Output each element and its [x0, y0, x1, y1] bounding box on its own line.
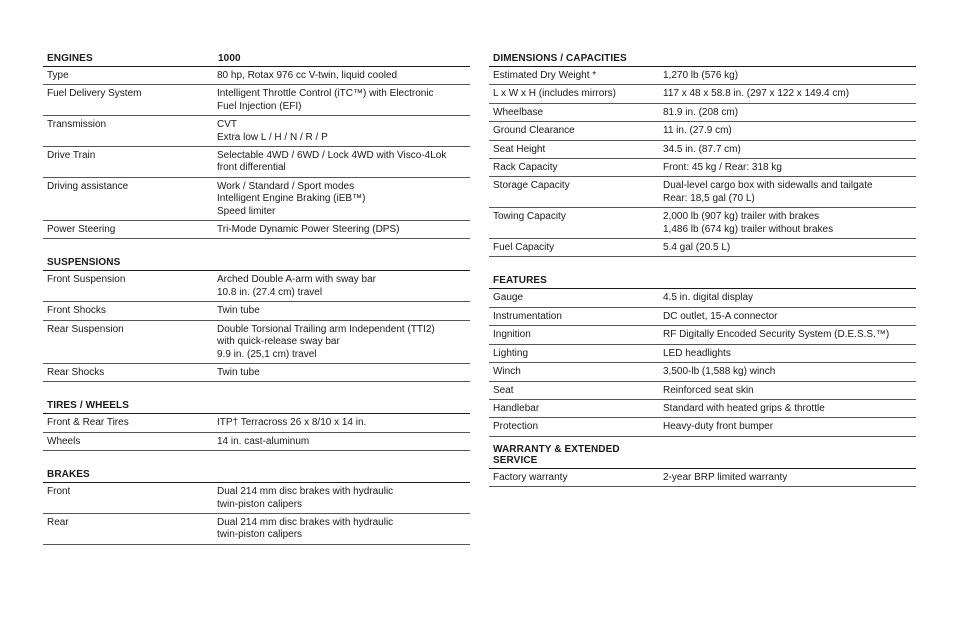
spec-value: Dual-level cargo box with sidewalls and tailgate Rear: 18,5 gal (70 L): [663, 180, 873, 204]
spec-row: [489, 122, 916, 140]
spec-label: Drive Train: [47, 150, 96, 162]
section-title: DIMENSIONS / CAPACITIES: [493, 53, 627, 64]
spec-value: Heavy-duty front bumper: [663, 421, 774, 433]
spec-value: Work / Standard / Sport modes Intelligent Engine Braking (iEB™) Speed limiter: [217, 180, 366, 217]
spec-label: Estimated Dry Weight *: [493, 70, 597, 81]
spec-label: Storage Capacity: [493, 180, 570, 192]
spec-label: Power Steering: [47, 224, 116, 236]
spec-row: [43, 483, 470, 514]
spec-label: Driving assistance: [47, 180, 129, 192]
spec-row: [489, 418, 916, 436]
spec-value: Front: 45 kg / Rear: 318 kg: [663, 162, 782, 174]
spec-value: 80 hp, Rotax 976 cc V-twin, liquid cooled: [217, 70, 398, 81]
spec-row: [43, 85, 470, 116]
spec-label: Front & Rear Tires: [47, 417, 129, 429]
spec-label: Instrumentation: [493, 310, 562, 322]
section-suspensions: [43, 251, 470, 382]
spec-value: Intelligent Throttle Control (iTC™) with Electronic Fuel Injection (EFI): [217, 88, 434, 112]
spec-value: Dual 214 mm disc brakes with hydraulic twin-piston calipers: [217, 486, 394, 510]
spec-value: Reinforced seat skin: [663, 384, 754, 396]
spec-row: [43, 433, 470, 451]
section-heading: [43, 463, 470, 483]
section-heading: [489, 269, 916, 289]
spec-label: Rear Shocks: [47, 366, 105, 378]
spec-row: [489, 345, 916, 363]
spec-value: 3,500-lb (1,588 kg) winch: [663, 366, 776, 378]
spec-label: Factory warranty: [493, 471, 568, 483]
spec-label: Gauge: [493, 292, 524, 304]
section-gap: [43, 382, 470, 394]
spec-row: [43, 221, 470, 239]
spec-row: [43, 514, 470, 545]
spec-row: [489, 208, 916, 239]
spec-row: [489, 67, 916, 85]
section-warranty-extended-service: [489, 443, 916, 487]
section-dimensions-capacities: [489, 47, 916, 257]
spec-value: 2-year BRP limited warranty: [663, 471, 788, 483]
section-features: [489, 269, 916, 436]
section-title: WARRANTY & EXTENDED SERVICE: [493, 443, 620, 466]
spec-label: Towing Capacity: [493, 211, 566, 223]
section-heading: [43, 394, 470, 414]
spec-label: Front Suspension: [47, 274, 126, 286]
right-spec-column: [489, 47, 916, 487]
section-title: FEATURES: [493, 275, 547, 287]
spec-value: 81.9 in. (208 cm): [663, 106, 739, 118]
spec-row: [43, 364, 470, 382]
spec-label: Rear Suspension: [47, 323, 124, 335]
spec-value: Twin tube: [217, 366, 260, 378]
spec-row: [43, 321, 470, 364]
spec-label: Ingnition: [493, 329, 531, 341]
spec-label: Protection: [493, 421, 539, 433]
spec-row: [43, 178, 470, 221]
section-gap: [43, 239, 470, 251]
section-gap: [43, 451, 470, 463]
spec-label: Rack Capacity: [493, 162, 558, 174]
section-model-label: 1000: [218, 53, 241, 64]
spec-row: [43, 414, 470, 432]
spec-row: [489, 326, 916, 344]
spec-value: 117 x 48 x 58.8 in. (297 x 122 x 149.4 cm): [663, 88, 850, 100]
spec-row: [489, 363, 916, 381]
section-heading: [489, 443, 916, 469]
spec-label: Handlebar: [493, 402, 540, 414]
spec-row: [489, 469, 916, 487]
spec-row: [489, 289, 916, 307]
section-title: BRAKES: [47, 469, 90, 481]
spec-row: [489, 104, 916, 122]
spec-value: ITP† Terracross 26 x 8/10 x 14 in.: [217, 417, 367, 429]
spec-value: Double Torsional Trailing arm Independent (TTI2) with quick-release sway bar 9.9 in. (25,1 cm) travel: [217, 323, 435, 360]
spec-value: 34.5 in. (87.7 cm): [663, 143, 741, 155]
spec-row: [489, 141, 916, 159]
section-heading: [43, 47, 470, 67]
section-title: SUSPENSIONS: [47, 257, 121, 269]
spec-label: Ground Clearance: [493, 125, 575, 137]
section-engines: [43, 47, 470, 239]
spec-value: 4.5 in. digital display: [663, 292, 754, 304]
spec-label: Transmission: [47, 119, 107, 131]
spec-row: [43, 67, 470, 85]
spec-value: Tri-Mode Dynamic Power Steering (DPS): [217, 224, 400, 236]
spec-label: Fuel Capacity: [493, 242, 555, 254]
spec-row: [43, 271, 470, 302]
spec-row: [489, 382, 916, 400]
spec-value: 5.4 gal (20.5 L): [663, 242, 731, 254]
spec-label: L x W x H (includes mirrors): [493, 88, 616, 100]
section-title: ENGINES: [47, 53, 93, 64]
spec-value: Arched Double A-arm with sway bar 10.8 in. (27.4 cm) travel: [217, 274, 376, 298]
spec-value: CVT Extra low L / H / N / R / P: [217, 119, 328, 143]
spec-row: [489, 308, 916, 326]
spec-value: DC outlet, 15-A connector: [663, 310, 778, 322]
spec-value: Dual 214 mm disc brakes with hydraulic twin-piston calipers: [217, 516, 394, 541]
spec-value: RF Digitally Encoded Security System (D.E.S.S.™): [663, 329, 890, 341]
spec-value: Selectable 4WD / 6WD / Lock 4WD with Visco-4Lok front differential: [217, 150, 447, 174]
spec-label: Type: [47, 70, 69, 81]
section-heading: [43, 251, 470, 271]
spec-row: [489, 159, 916, 177]
spec-row: [43, 147, 470, 178]
spec-label: Rear: [47, 516, 69, 528]
spec-label: Wheels: [47, 435, 81, 447]
spec-row: [43, 116, 470, 147]
section-title: TIRES / WHEELS: [47, 400, 129, 412]
spec-label: Winch: [493, 366, 521, 378]
spec-value: 14 in. cast-aluminum: [217, 435, 310, 447]
spec-label: Front Shocks: [47, 305, 106, 317]
spec-value: 1,270 lb (576 kg): [663, 70, 739, 81]
spec-value: Twin tube: [217, 305, 260, 317]
spec-value: 11 in. (27.9 cm): [663, 125, 732, 137]
spec-label: Seat Height: [493, 143, 546, 155]
spec-label: Wheelbase: [493, 106, 544, 118]
spec-row: [489, 177, 916, 208]
spec-label: Front: [47, 486, 71, 498]
spec-row: [489, 85, 916, 103]
spec-value: LED headlights: [663, 347, 731, 359]
left-spec-column: [43, 47, 470, 545]
spec-row: [489, 239, 916, 257]
spec-value: Standard with heated grips & throttle: [663, 402, 825, 414]
spec-value: 2,000 lb (907 kg) trailer with brakes 1,486 lb (674 kg) trailer without brakes: [663, 211, 834, 235]
section-tires-wheels: [43, 394, 470, 451]
spec-row: [489, 400, 916, 418]
spec-label: Lighting: [493, 347, 529, 359]
section-heading: [489, 47, 916, 67]
section-brakes: [43, 463, 470, 545]
spec-row: [43, 302, 470, 320]
spec-label: Fuel Delivery System: [47, 88, 142, 100]
spec-label: Seat: [493, 384, 514, 396]
section-gap: [489, 257, 916, 269]
